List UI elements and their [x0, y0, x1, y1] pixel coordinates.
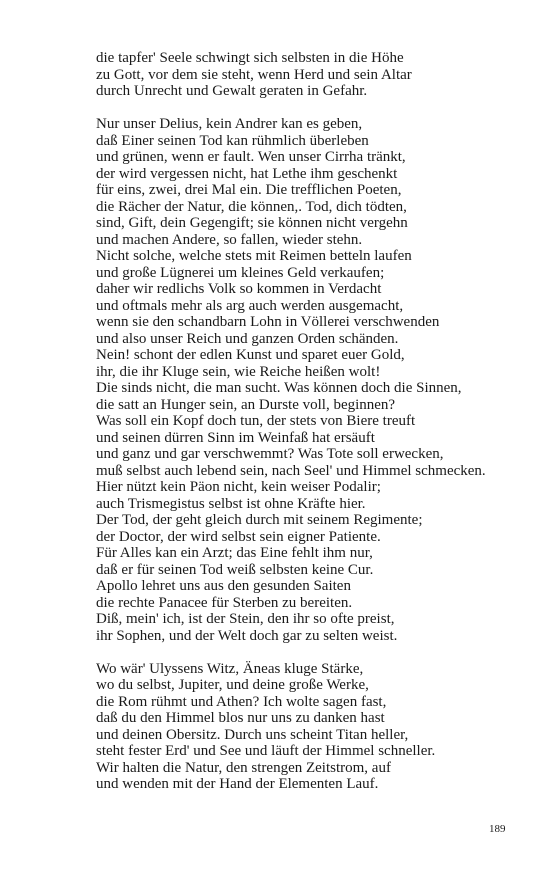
verse-line: Apollo lehret uns aus den gesunden Saiten [96, 578, 351, 594]
stanza [96, 661, 526, 793]
verse-line: und also unser Reich und ganzen Orden schänden. [96, 330, 399, 347]
verse-line: wo du selbst, Jupiter, und deine große Werke, [96, 677, 369, 693]
verse-line: Diß, mein' ich, ist der Stein, den ihr so ofte preist, [96, 611, 395, 627]
verse-line: ihr Sophen, und der Welt doch gar zu selten weist. [96, 627, 398, 644]
verse-line: die Rom rühmt und Athen? Ich wolte sagen fast, [96, 693, 387, 710]
verse-line: die Rächer der Natur, die können,. Tod, dich tödten, [96, 198, 407, 215]
verse-line: daß er für seinen Tod weiß selbsten keine Cur. [96, 561, 374, 578]
verse-line: Der Tod, der geht gleich durch mit seinem Regimente; [96, 512, 423, 528]
verse-line: und seinen dürren Sinn im Weinfaß hat ersäuft [96, 429, 375, 446]
verse-line: sind, Gift, dein Gegengift; sie können nicht vergehn [96, 215, 408, 231]
stanza [96, 50, 526, 100]
poem-text [96, 50, 526, 809]
stanza [96, 116, 526, 644]
verse-line: steht fester Erd' und See und läuft der Himmel schneller. [96, 743, 436, 759]
verse-line: die satt an Hunger sein, an Durste voll, beginnen? [96, 396, 396, 413]
verse-line: daher wir redlichs Volk so kommen in Verdacht [96, 281, 382, 297]
verse-line: der Doctor, der wird selbst sein eigner Patiente. [96, 528, 381, 545]
verse-line: daß Einer seinen Tod kan rühmlich überleben [96, 132, 369, 149]
verse-line: und machen Andere, so fallen, wieder stehn. [96, 231, 363, 248]
verse-line: Wir halten die Natur, den strengen Zeitstrom, auf [96, 759, 391, 776]
verse-line: die rechte Panacee für Sterben zu bereiten. [96, 594, 353, 611]
verse-line: Für Alles kan ein Arzt; das Eine fehlt ihm nur, [96, 545, 373, 561]
verse-line: Nicht solche, welche stets mit Reimen betteln laufen [96, 248, 412, 264]
verse-line: Hier nützt kein Päon nicht, kein weiser Podalir; [96, 479, 381, 495]
verse-line: Was soll ein Kopf doch tun, der stets von Biere treuft [96, 413, 416, 429]
verse-line: durch Unrecht und Gewalt geraten in Gefahr. [96, 83, 368, 99]
verse-line: Nein! schont der edlen Kunst und sparet euer Gold, [96, 347, 405, 363]
verse-line: Die sinds nicht, die man sucht. Was können doch die Sinnen, [96, 380, 462, 396]
verse-line: Wo wär' Ulyssens Witz, Äneas kluge Stärke, [96, 660, 364, 677]
verse-line: ihr, die ihr Kluge sein, wie Reiche heißen wolt! [96, 363, 381, 380]
verse-line: und große Lügnerei um kleines Geld verkaufen; [96, 264, 385, 281]
verse-line: auch Trismegistus selbst ist ohne Kräfte hier. [96, 495, 366, 512]
verse-line: die tapfer' Seele schwingt sich selbsten in die Höhe [96, 50, 404, 66]
verse-line: zu Gott, vor dem sie steht, wenn Herd und sein Altar [96, 66, 412, 83]
page-number: 189 [489, 823, 506, 835]
verse-line: und ganz und gar verschwemmt? Was Tote soll erwecken, [96, 446, 444, 462]
verse-line: und grünen, wenn er fault. Wen unser Cirrha tränkt, [96, 149, 406, 165]
verse-line: muß selbst auch lebend sein, nach Seel' und Himmel schmecken. [96, 462, 486, 479]
verse-line: und oftmals mehr als arg auch werden ausgemacht, [96, 297, 404, 314]
verse-line: Nur unser Delius, kein Andrer kan es geben, [96, 116, 363, 132]
verse-line: daß du den Himmel blos nur uns zu danken hast [96, 710, 385, 726]
verse-line: der wird vergessen nicht, hat Lethe ihm geschenkt [96, 165, 398, 182]
verse-line: und deinen Obersitz. Durch uns scheint Titan heller, [96, 726, 409, 743]
verse-line: für eins, zwei, drei Mal ein. Die trefflichen Poeten, [96, 182, 402, 198]
verse-line: und wenden mit der Hand der Elementen Lauf. [96, 776, 379, 792]
verse-line: wenn sie den schandbarn Lohn in Völlerei verschwenden [96, 314, 440, 330]
